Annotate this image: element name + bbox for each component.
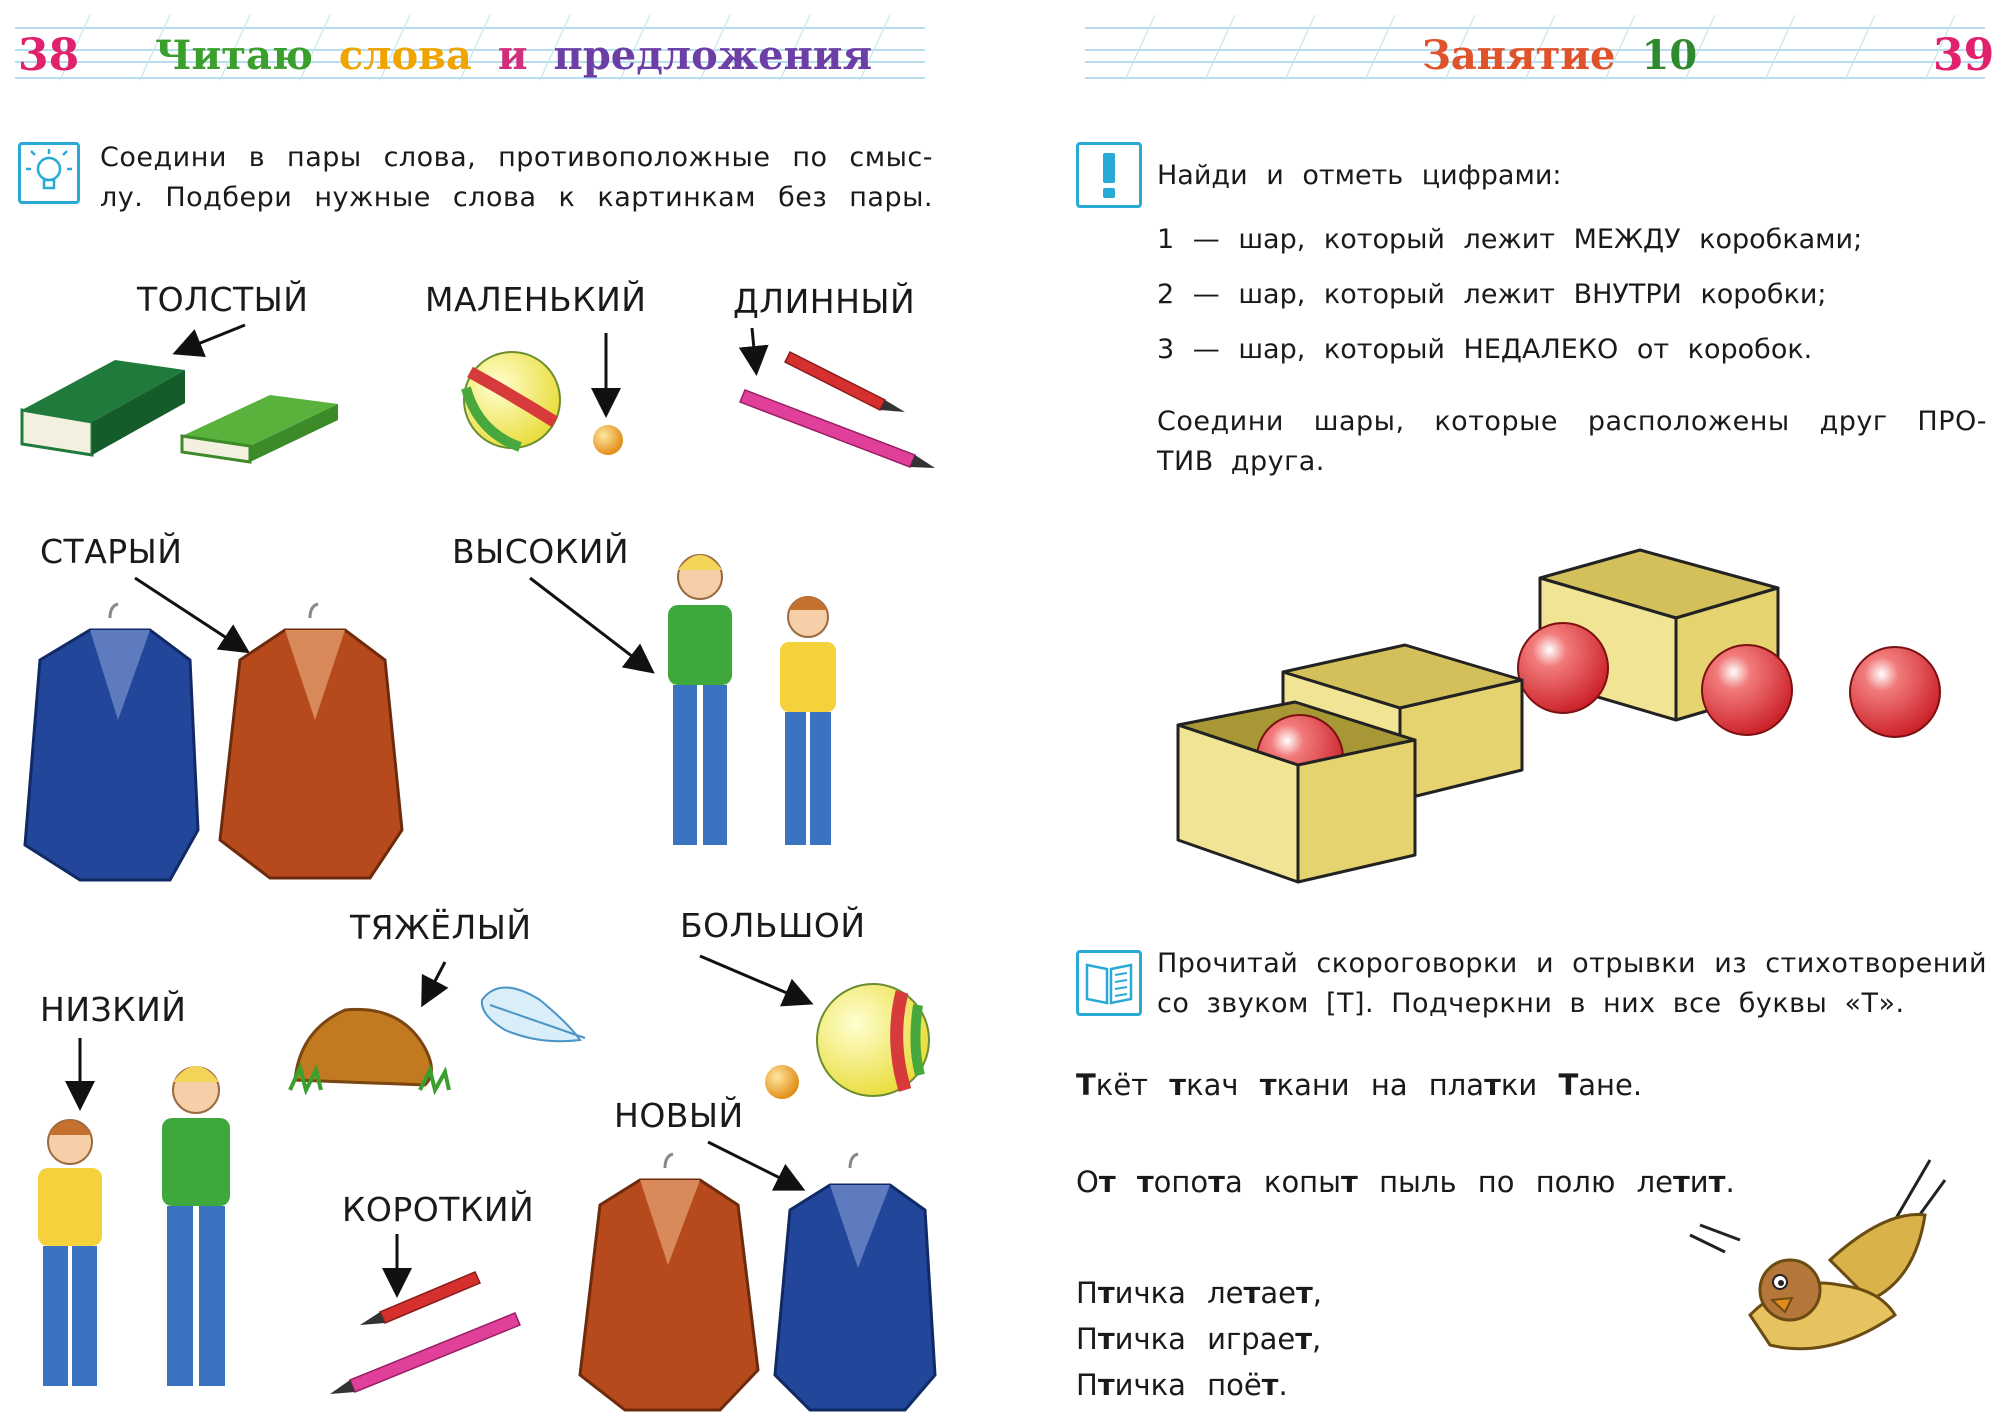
jacket-new-icon <box>25 604 198 880</box>
task1-item: 1 — шар, который лежит МЕЖДУ коробками; <box>1157 224 1863 255</box>
boy-short-icon <box>38 1120 102 1386</box>
task1-item: 3 — шар, который НЕДАЛЕКО от коробок. <box>1157 334 1813 365</box>
label-bolshoy: БОЛЬШОЙ <box>680 906 866 945</box>
label-malenkiy: МАЛЕНЬКИЙ <box>425 280 647 319</box>
pencil-short-icon <box>785 352 905 412</box>
jacket-old-icon <box>220 604 402 878</box>
jacket-old-icon <box>580 1154 758 1410</box>
title-word: слова <box>338 32 472 79</box>
ball-far-icon <box>1850 647 1940 737</box>
task-line: Соедини шары, которые расположены друг ПРО- <box>1157 406 1987 437</box>
label-tolstyy: ТОЛСТЫЙ <box>137 280 309 319</box>
ball-big-icon <box>817 984 929 1096</box>
poem-line: Птичка играет, <box>1076 1322 1322 1356</box>
label-korotkiy: КОРОТКИЙ <box>342 1190 535 1229</box>
right-page <box>1000 0 2000 1420</box>
task1-item: 2 — шар, который лежит ВНУТРИ коробки; <box>1157 279 1827 310</box>
ball-big-icon <box>464 352 560 448</box>
task-line: ТИВ друга. <box>1157 446 1325 477</box>
tongue-twister-2: От топота копыт пыль по полю летит. <box>1076 1165 1735 1199</box>
label-staryy: СТАРЫЙ <box>40 532 183 571</box>
poem-line: Птичка поёт. <box>1076 1368 1288 1402</box>
task1-intro: Найди и отметь цифрами: <box>1157 160 1562 191</box>
poem-line: Птичка летает, <box>1076 1276 1322 1310</box>
pencil-long-icon <box>740 390 935 468</box>
title-word: и <box>497 32 528 79</box>
label-novyy: НОВЫЙ <box>614 1096 744 1135</box>
stone-icon <box>290 1009 449 1090</box>
task-line: лу. Подбери нужные слова к картинкам без пары. <box>100 182 933 213</box>
ball-small-icon <box>765 1065 799 1099</box>
pencil-short-icon <box>360 1272 480 1325</box>
page-number: 39 <box>1933 30 1995 81</box>
jacket-new-icon <box>775 1154 935 1410</box>
box-with-ball-icon <box>1178 702 1415 882</box>
label-nizkiy: НИЗКИЙ <box>40 990 187 1029</box>
ball-small-icon <box>593 425 623 455</box>
label-tyazhelyy: ТЯЖЁЛЫЙ <box>350 908 532 947</box>
title-word: Занятие <box>1422 32 1616 79</box>
task-line: Прочитай скороговорки и отрывки из стихотворений <box>1157 948 1987 979</box>
book-icon <box>1076 950 1142 1016</box>
ball-near-icon <box>1702 645 1792 735</box>
feather-icon <box>482 988 585 1042</box>
book-thick-icon <box>22 360 185 455</box>
title-word: Читаю <box>155 32 313 79</box>
label-vysokiy: ВЫСОКИЙ <box>452 532 630 571</box>
label-dlinnyy: ДЛИННЫЙ <box>733 282 916 321</box>
bird-icon <box>1680 1140 1980 1380</box>
boy-short-icon <box>780 596 836 845</box>
title-word: предложения <box>553 32 873 79</box>
book-thin-icon <box>182 395 338 462</box>
page-number: 38 <box>18 30 80 81</box>
task-line: со звуком [Т]. Подчеркни в них все буквы «Т». <box>1157 988 1905 1019</box>
ball-between-icon <box>1518 623 1608 713</box>
boy-tall-icon <box>162 1066 230 1386</box>
boy-tall-icon <box>668 555 732 845</box>
tongue-twister-1: Ткёт ткач ткани на платки Тане. <box>1076 1068 1643 1102</box>
task-line: Соедини в пары слова, противоположные по смыс- <box>100 142 933 173</box>
title-word: 10 <box>1641 32 1698 79</box>
pencil-long-icon <box>330 1313 520 1394</box>
task2-instructions <box>1157 944 1987 1024</box>
